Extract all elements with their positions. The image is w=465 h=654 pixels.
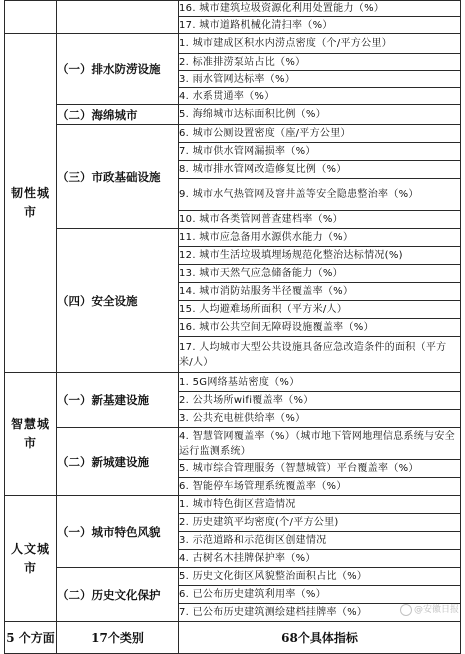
indicator-cell: 15. 人均避难场所面积（平方米/人） [179,301,461,319]
category-cell-new-city-construction: （二）新城建设施 [57,428,179,496]
indicator-cell: 6. 城市公厕设置密度（座/平方公里） [179,125,461,143]
total-categories: 17个类别 [57,622,179,654]
category-cell-sponge-city: （二）海绵城市 [57,105,179,125]
indicator-cell: 2. 公共场所wifi覆盖率（%） [179,392,461,410]
table-row [5,568,461,586]
dimension-cell-humanistic-city: 人文城市 [5,496,57,622]
indicator-cell: 7. 城市供水管网漏损率（%） [179,143,461,161]
table-footer-row [5,622,461,654]
indicator-cell: 1. 5G网络基站密度（%） [179,373,461,392]
indicator-cell: 13. 城市天然气应急储备能力（%） [179,265,461,283]
indicator-cell: 14. 城市消防站服务半径覆盖率（%） [179,283,461,301]
indicator-cell: 5. 城市综合管理服务（智慧城管）平台覆盖率（%） [179,460,461,478]
indicator-cell: 17. 城市道路机械化清扫率（%） [179,17,461,34]
category-cell-municipal-infrastructure: （三）市政基础设施 [57,125,179,229]
indicator-cell: 12. 城市生活垃圾填埋场规范化整治达标情况(%) [179,247,461,265]
table-row [5,105,461,125]
indicator-cell: 3. 公共充电桩供给率（%） [179,410,461,428]
total-indicators: 68个具体指标 [179,622,461,654]
category-cell-new-infrastructure: （一）新基建设施 [57,373,179,428]
table-row [5,496,461,514]
dimension-cell-smart-city: 智慧城市 [5,373,57,496]
indicator-cell: 4. 古树名木挂牌保护率（%） [179,550,461,568]
indicator-cell: 6. 智能停车场管理系统覆盖率（%） [179,478,461,496]
indicator-cell: 16. 城市公共空间无障碍设施覆盖率（%） [179,319,461,337]
dimension-cell-continued [5,1,57,34]
indicator-cell: 9. 城市水气热管网及窨井盖等安全隐患整治率（%） [179,179,461,211]
table-row [5,229,461,247]
category-cell-drainage: （一）排水防涝设施 [57,34,179,105]
indicator-cell: 10. 城市各类管网普查建档率（%） [179,211,461,229]
indicator-cell: 16. 城市建筑垃圾资源化利用处置能力（%） [179,1,461,17]
indicator-cell: 3. 雨水管网达标率（%） [179,71,461,88]
indicator-cell: 8. 城市排水管网改造修复比例（%） [179,161,461,179]
indicator-cell: 4. 水系贯通率（%） [179,88,461,105]
indicator-cell: 2. 历史建筑平均密度(个/平方公里) [179,514,461,532]
table-row [5,1,461,17]
category-cell-safety-facilities: （四）安全设施 [57,229,179,373]
category-cell-continued [57,1,179,34]
table-row [5,125,461,143]
watermark-text: @安徽日报 [413,605,459,615]
table-row [5,34,461,54]
dimension-cell-resilient-city: 韧性城市 [5,34,57,373]
indicator-cell: 1. 城市建成区积水内涝点密度（个/平方公里） [179,34,461,54]
category-cell-heritage-protection: （二）历史文化保护 [57,568,179,622]
indicator-cell: 11. 城市应急备用水源供水能力（%） [179,229,461,247]
indicator-cell: 3. 示范道路和示范街区创建情况 [179,532,461,550]
indicator-cell: 5. 海绵城市达标面积比例（%） [179,105,461,125]
indicator-cell: 6. 已公布历史建筑利用率（%） [179,586,461,604]
category-cell-city-features: （一）城市特色风貌 [57,496,179,568]
total-dimensions: 5 个方面 [5,622,57,654]
indicator-cell: 7. 已公布历史建筑测绘建档挂牌率（%） [179,604,461,622]
watermark [400,602,459,616]
indicator-cell: 5. 历史文化街区风貌整治面积占比（%） [179,568,461,586]
table-row [5,373,461,392]
indicator-table [4,0,461,654]
indicator-cell: 4. 智慧管网覆盖率（%）（城市地下管网地理信息系统与安全运行监测系统） [179,428,461,460]
indicator-cell: 17. 人均城市大型公共设施具备应急改造条件的面积（平方米/人） [179,337,461,373]
indicator-cell: 1. 城市特色街区营造情况 [179,496,461,514]
weibo-icon [400,604,412,616]
indicator-cell: 2. 标准排涝泵站占比（%） [179,54,461,71]
table-row [5,428,461,460]
